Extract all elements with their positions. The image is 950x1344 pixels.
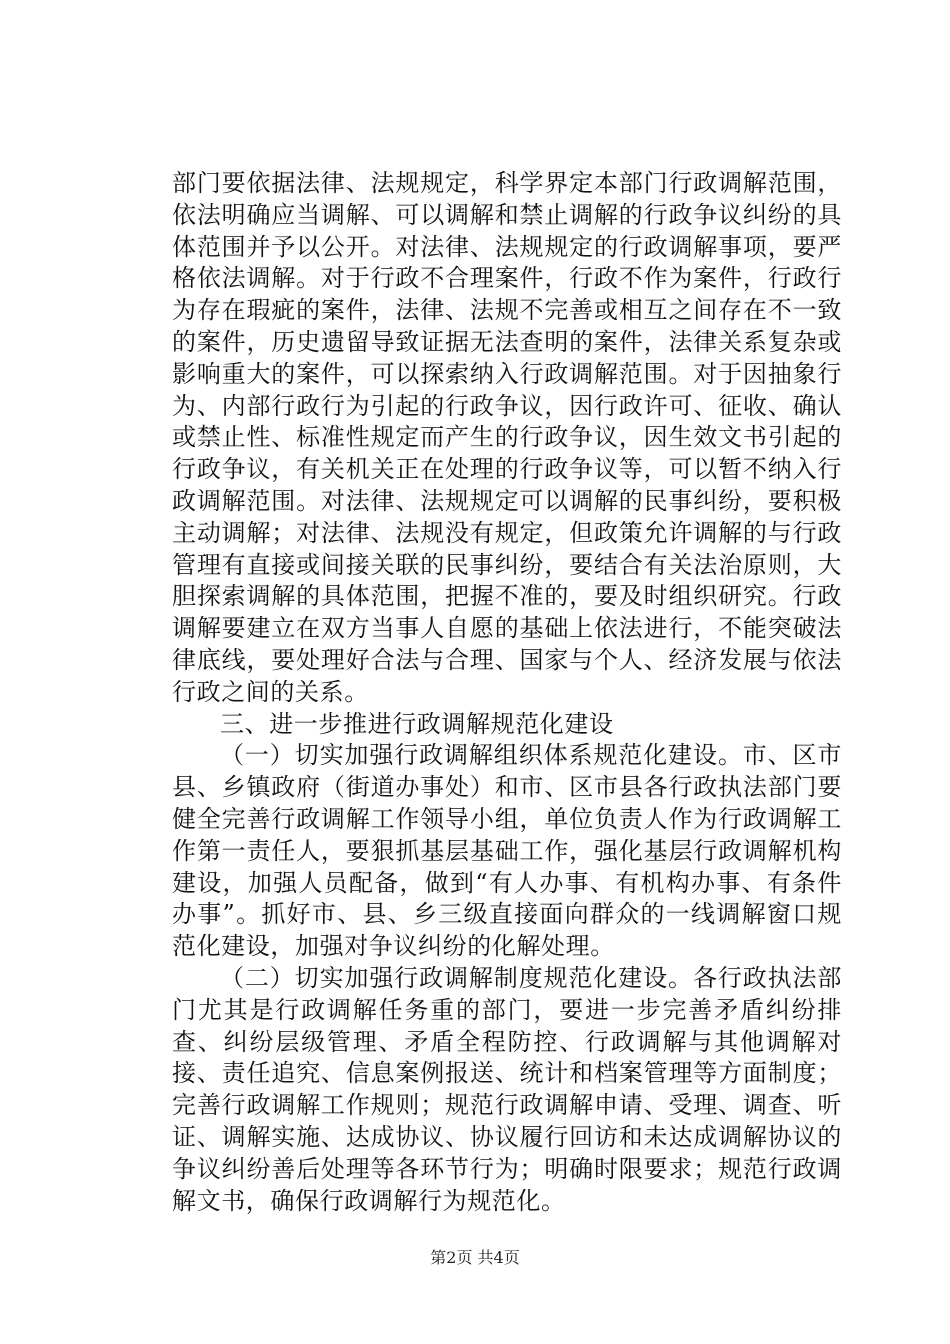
page-number-footer: 第2页 共4页 [430, 1248, 520, 1267]
paragraph-continued: 部门要依据法律、法规规定，科学界定本部门行政调解范围，依法明确应当调解、可以调解和禁止调解的行政争议纠纷的具体范围并予以公开。对法律、法规规定的行政调解事项，要严格依法调解。对于行政不合理案件，行政不作为案件，行政行为存在瑕疵的案件，法律、法规不完善或相互之间存在不一致的案件，历史遗留导致证据无法查明的案件，法律关系复杂或影响重大的案件，可以探索纳入行政调解范围。对于因抽象行为、内部行政行为引起的行政争议，因行政许可、征收、确认或禁止性、标准性规定而产生的行政争议，因生效文书引起的行政争议，有关机关正在处理的行政争议等，可以暂不纳入行政调解范围。对法律、法规规定可以调解的民事纠纷，要积极主动调解；对法律、法规没有规定，但政策允许调解的与行政管理有直接或间接关联的民事纠纷，要结合有关法治原则，大胆探索调解的具体范围，把握不准的，要及时组织研究。行政调解要建立在双方当事人自愿的基础上依法进行，不能突破法律底线，要处理好合法与合理、国家与个人、经济发展与依法行政之间的关系。 [172, 169, 842, 706]
section-heading: 三、进一步推进行政调解规范化建设 [220, 709, 614, 738]
paragraph-item-2: （二）切实加强行政调解制度规范化建设。各行政执法部门尤其是行政调解任务重的部门，要进一步完善矛盾纠纷排查、纠纷层级管理、矛盾全程防控、行政调解与其他调解对接、责任追究、信息案例报送、统计和档案管理等方面制度；完善行政调解工作规则；规范行政调解申请、受理、调查、听证、调解实施、达成协议、协议履行回访和未达成调解协议的争议纠纷善后处理等各环节行为；明确时限要求；规范行政调解文书，确保行政调解行为规范化。 [172, 963, 842, 1215]
body-text [172, 168, 842, 1217]
paragraph-item-1: （一）切实加强行政调解组织体系规范化建设。市、区市县、乡镇政府（街道办事处）和市、区市县各行政执法部门要健全完善行政调解工作领导小组，单位负责人作为行政调解工作第一责任人，要狠抓基层基础工作，强化基层行政调解机构建设，加强人员配备，做到“有人办事、有机构办事、有条件办事”。抓好市、县、乡三级直接面向群众的一线调解窗口规范化建设，加强对争议纠纷的化解处理。 [172, 741, 842, 961]
